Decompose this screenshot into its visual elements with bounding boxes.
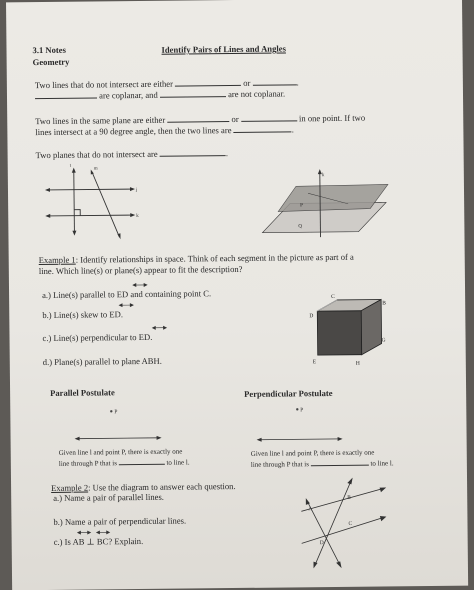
cube-label-g: G — [382, 337, 386, 343]
parallel-postulate-line1: Given line l and point P, there is exactly one — [59, 448, 183, 458]
definition-coplanar: are coplanar, and are not coplanar. — [35, 87, 285, 101]
plane-label-k: k — [322, 173, 325, 178]
example2-diagram — [6, 0, 472, 590]
cube-label-b: B — [382, 300, 386, 306]
example1-question-a: a.) Line(s) parallel to ED and containing point C. — [42, 288, 211, 300]
notes-label: 3.1 Notes — [32, 45, 66, 55]
label-k: k — [136, 214, 139, 219]
perpendicular-point-p: P — [300, 407, 303, 413]
diagram-label-a: A — [308, 506, 312, 512]
example1-intro-line1: Example 1: Identify relationships in space. Think of each segment in the picture as part of a — [39, 252, 354, 265]
cube-label-d: D — [309, 313, 313, 319]
perpendicular-postulate-heading: Perpendicular Postulate — [244, 388, 333, 399]
worksheet-page — [6, 0, 468, 590]
subject-label: Geometry — [33, 57, 70, 67]
label-t: t — [70, 164, 72, 169]
diagram-label-d: D — [320, 540, 324, 546]
diagram-label-c: C — [348, 521, 352, 527]
line-ed-notation: ED — [117, 289, 129, 299]
definition-non-intersecting-lines: Two lines that do not intersect are either or . — [35, 76, 299, 90]
line-ed-notation: ED — [109, 309, 121, 319]
parallel-postulate-heading: Parallel Postulate — [50, 387, 115, 398]
definition-same-plane: Two lines in the same plane are either or in one point. If two — [35, 112, 365, 126]
definition-parallel-planes: Two planes that do not intersect are . — [36, 147, 228, 160]
example1-question-c: c.) Line(s) perpendicular to ED. — [42, 332, 152, 343]
example1-question-d: d.) Plane(s) parallel to plane ABH. — [43, 356, 162, 367]
diagram-label-b: B — [347, 495, 351, 501]
example2-heading: Example 2 — [51, 483, 88, 493]
example1-intro-line2: line. Which line(s) or plane(s) appear to fit the description? — [39, 264, 243, 276]
line-ed-notation: ED — [139, 332, 151, 342]
example2-question-c: c.) Is AB ⊥ BC? Explain. — [54, 536, 144, 547]
plane-label-q: Q — [298, 224, 302, 229]
cube-label-c: C — [331, 294, 335, 300]
example2-intro: Example 2: Use the diagram to answer each question. — [51, 481, 236, 493]
example2-question-b: b.) Name a pair of perpendicular lines. — [53, 516, 186, 527]
example1-heading: Example 1 — [39, 255, 76, 265]
perpendicular-postulate-line2: line through P that is to line l. — [251, 457, 394, 469]
example2-question-a: a.) Name a pair of parallel lines. — [53, 492, 164, 503]
example1-question-b: b.) Line(s) skew to ED. — [42, 309, 123, 320]
page-title: Identify Pairs of Lines and Angles — [161, 43, 285, 54]
label-m: m — [94, 166, 98, 171]
perpendicular-postulate-line1: Given line l and point P, there is exactly one — [251, 449, 375, 459]
plane-label-p: P — [300, 203, 303, 208]
cube-label-h: H — [356, 361, 360, 367]
label-j: j — [135, 188, 137, 193]
cube-label-e: E — [313, 359, 317, 365]
parallel-postulate-line2: line through P that is to line l. — [59, 456, 190, 468]
parallel-point-p: P — [114, 409, 117, 415]
definition-perpendicular: lines intersect at a 90 degree angle, then the two lines are . — [35, 123, 294, 137]
